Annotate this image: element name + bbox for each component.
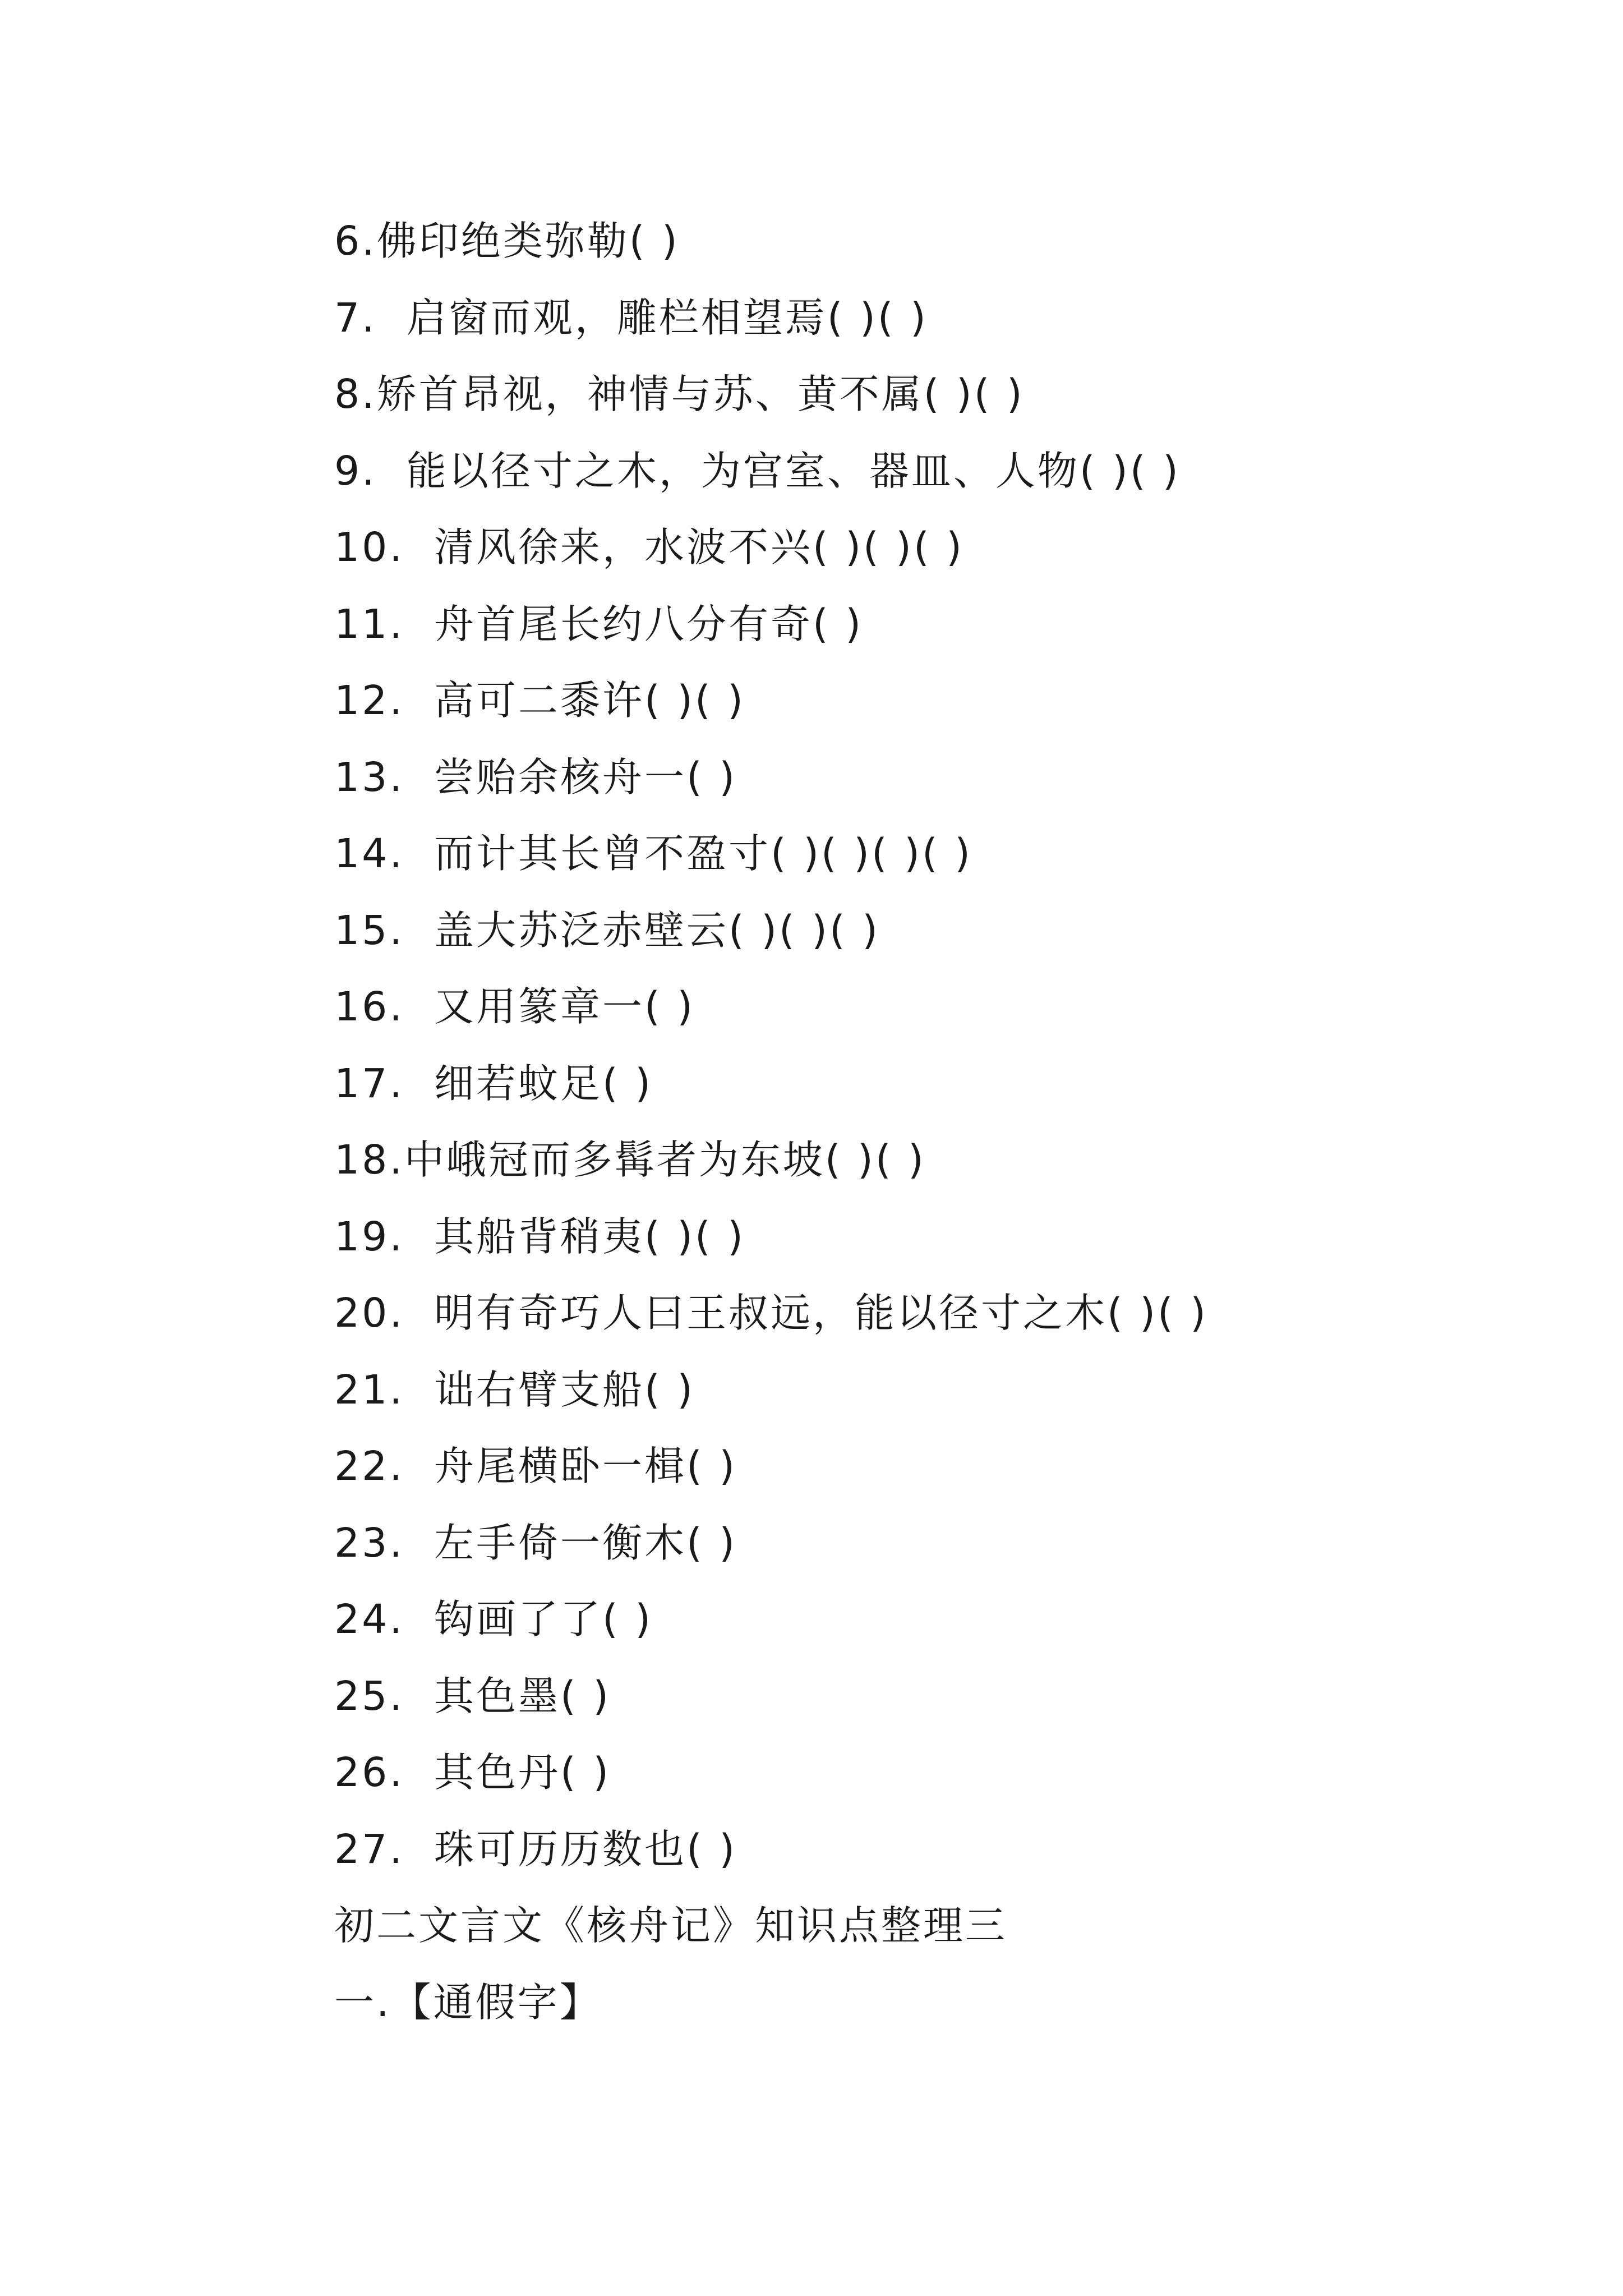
question-7: 7. 启窗而观，雕栏相望焉( )( ) (334, 294, 928, 341)
question-24: 24. 钩画了了( ) (334, 1596, 653, 1642)
question-20: 20. 明有奇巧人曰王叔远，能以径寸之木( )( ) (334, 1290, 1208, 1336)
question-15: 15. 盖大苏泛赤壁云( )( )( ) (334, 907, 880, 954)
question-11: 11. 舟首尾长约八分有奇( ) (334, 600, 864, 647)
question-19: 19. 其船背稍夷( )( ) (334, 1213, 745, 1260)
question-21: 21. 诎右臂支船( ) (334, 1366, 695, 1413)
question-12: 12. 高可二黍许( )( ) (334, 677, 745, 724)
question-6: 6.佛印绝类弥勒( ) (334, 218, 680, 264)
question-9: 9. 能以径寸之木，为宫室、器皿、人物( )( ) (334, 447, 1181, 494)
question-10: 10. 清风徐来，水波不兴( )( )( ) (334, 524, 964, 570)
question-25: 25. 其色墨( ) (334, 1672, 611, 1719)
question-16: 16. 又用篆章一( ) (334, 983, 695, 1030)
question-18: 18.中峨冠而多髯者为东坡( )( ) (334, 1137, 926, 1183)
question-14: 14. 而计其长曾不盈寸( )( )( )( ) (334, 830, 972, 877)
section-heading: 一.【通假字】 (334, 1978, 602, 2026)
question-22: 22. 舟尾横卧一楫( ) (334, 1443, 737, 1489)
question-8: 8.矫首昂视，神情与苏、黄不属( )( ) (334, 371, 1025, 417)
question-23: 23. 左手倚一衡木( ) (334, 1519, 737, 1566)
question-26: 26. 其色丹( ) (334, 1749, 611, 1796)
document-body (334, 203, 1557, 2041)
question-27: 27. 珠可历历数也( ) (334, 1825, 737, 1872)
section-title: 初二文言文《核舟记》知识点整理三 (334, 1902, 1008, 1949)
question-13: 13. 尝贻余核舟一( ) (334, 753, 737, 800)
question-17: 17. 细若蚊足( ) (334, 1060, 653, 1107)
